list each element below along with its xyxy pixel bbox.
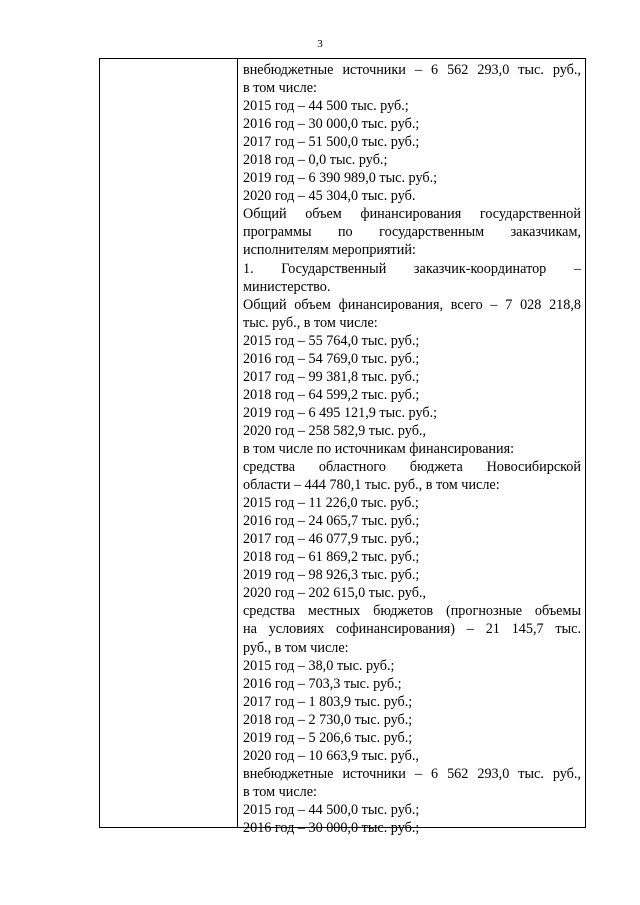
text-line: 2016 год – 30 000,0 тыс. руб.; <box>243 116 420 133</box>
text-line: тыс. руб., в том числе: <box>243 314 378 331</box>
text-line: 2017 год – 1 803,9 тыс. руб.; <box>243 693 413 710</box>
text-line: 2015 год – 11 226,0 тыс. руб.; <box>243 495 419 512</box>
text-line: 2020 год – 45 304,0 тыс. руб. <box>243 188 416 205</box>
text-line: 2019 год – 6 390 989,0 тыс. руб.; <box>243 170 438 187</box>
text-line: средства местных бюджетов (прогнозные объемы <box>243 603 581 620</box>
text-line: области – 444 780,1 тыс. руб., в том числе: <box>243 477 500 494</box>
text-line: в том числе: <box>243 783 317 800</box>
text-line: 2016 год – 24 065,7 тыс. руб.; <box>243 513 420 530</box>
text-line: 2015 год – 38,0 тыс. руб.; <box>243 657 395 674</box>
text-line: исполнителям мероприятий: <box>243 242 416 259</box>
text-line: 2019 год – 5 206,6 тыс. руб.; <box>243 729 413 746</box>
text-line: руб., в том числе: <box>243 639 349 656</box>
text-line: министерство. <box>243 278 331 295</box>
text-line: 2020 год – 258 582,9 тыс. руб., <box>243 422 427 439</box>
text-line: на условиях софинансирования) – 21 145,7 тыс. <box>243 621 581 638</box>
text-line: 2018 год – 0,0 тыс. руб.; <box>243 152 388 169</box>
text-line: 2016 год – 54 769,0 тыс. руб.; <box>243 350 420 367</box>
text-line: Общий объем финансирования, всего – 7 028 218,8 <box>243 296 581 313</box>
text-line: 2015 год – 55 764,0 тыс. руб.; <box>243 332 420 349</box>
table-right-column <box>238 59 585 836</box>
text-line: в том числе: <box>243 80 317 97</box>
financing-table <box>99 58 586 836</box>
page-number: 3 <box>317 38 323 50</box>
text-line: программы по государственным заказчикам, <box>243 224 581 241</box>
text-line: 1. Государственный заказчик-координатор – <box>243 260 581 277</box>
text-line: в том числе по источникам финансирования: <box>243 440 515 457</box>
text-line: 2016 год – 30 000,0 тыс. руб.; <box>243 819 420 836</box>
text-line: 2019 год – 98 926,3 тыс. руб.; <box>243 567 420 584</box>
text-line: 2020 год – 10 663,9 тыс. руб., <box>243 747 419 764</box>
text-line: средства областного бюджета Новосибирской <box>243 459 581 476</box>
text-line: 2016 год – 703,3 тыс. руб.; <box>243 675 402 692</box>
text-line: 2015 год – 44 500 тыс. руб.; <box>243 98 409 115</box>
text-line: 2018 год – 61 869,2 тыс. руб.; <box>243 549 420 566</box>
text-line: 2015 год – 44 500,0 тыс. руб.; <box>243 801 420 818</box>
table-left-column <box>100 59 238 827</box>
text-line: 2018 год – 64 599,2 тыс. руб.; <box>243 386 420 403</box>
text-line: Общий объем финансирования государственной <box>243 206 581 223</box>
text-line: 2017 год – 46 077,9 тыс. руб.; <box>243 531 420 548</box>
text-line: 2019 год – 6 495 121,9 тыс. руб.; <box>243 404 438 421</box>
text-line: внебюджетные источники – 6 562 293,0 тыс. руб., <box>243 62 581 78</box>
text-line: 2018 год – 2 730,0 тыс. руб.; <box>243 711 413 728</box>
text-line: 2017 год – 51 500,0 тыс. руб.; <box>243 134 420 151</box>
text-line: 2020 год – 202 615,0 тыс. руб., <box>243 585 427 602</box>
text-line: 2017 год – 99 381,8 тыс. руб.; <box>243 368 420 385</box>
text-line: внебюджетные источники – 6 562 293,0 тыс. руб., <box>243 765 581 782</box>
